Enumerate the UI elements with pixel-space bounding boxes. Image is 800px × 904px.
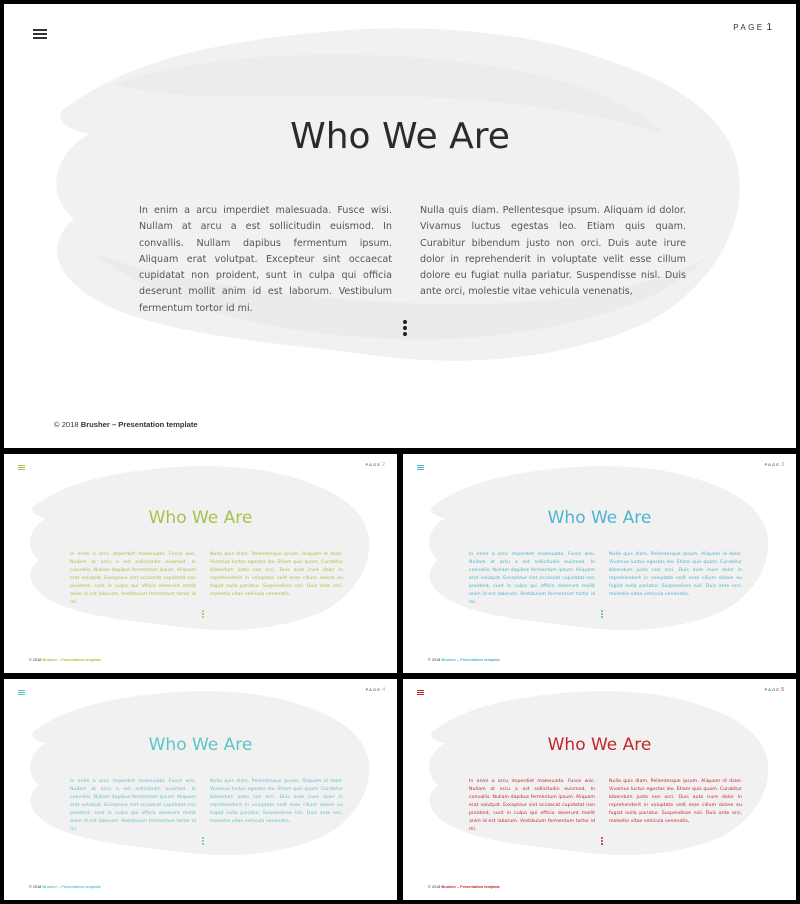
footer bbox=[54, 420, 198, 429]
page-word: PAGE bbox=[365, 687, 382, 692]
body-text-right: Nulla quis diam. Pellentesque ipsum. Aliquam id dolor. Vivamus luctus egestas leo. Etiam quis quam. Curabitur bibendum justo non orci. Duis aute irure dolor in reprehenderit in voluptate velit esse cillum dolore eu fugiat nulla pariatur. Suspendisse nisl. Duis ante orci, molestie vitae vehicula venenatis, bbox=[420, 205, 686, 298]
footer bbox=[428, 885, 500, 889]
slide-thumbnail-4[interactable] bbox=[4, 679, 397, 900]
slide-thumbnail-3[interactable] bbox=[403, 454, 796, 673]
slide-title: Who We Are bbox=[547, 508, 652, 528]
body-text-left: In enim a arcu imperdiet malesuada. Fusce wisi. Nullam at arcu a est sollicitudin euismod. In convallis. Nullam dapibus fermentum ipsum. Aliquam erat volutpat. Excepteur sint occaecat cupidatat non proident, sunt in culpa qui officia deserunt mollit anim id est laborum. Vestibulum fermentum tortor id mi. bbox=[70, 552, 196, 605]
page-indicator bbox=[366, 462, 385, 468]
footer-year: © 2018 bbox=[29, 658, 42, 662]
page-indicator bbox=[733, 22, 772, 33]
hamburger-menu-icon[interactable] bbox=[18, 465, 25, 470]
hamburger-menu-icon[interactable] bbox=[33, 29, 47, 39]
footer-year: © 2018 bbox=[54, 420, 79, 429]
slide-title: Who We Are bbox=[290, 116, 510, 157]
hamburger-menu-icon[interactable] bbox=[417, 690, 424, 695]
page-word: PAGE bbox=[733, 23, 765, 32]
page-indicator bbox=[366, 687, 385, 693]
body-text-right: Nulla quis diam. Pellentesque ipsum. Aliquam id dolor. Vivamus luctus egestas leo. Etiam quis quam. Curabitur bibendum justo non orci. Duis aute irure dolor in reprehenderit in voluptate velit esse cillum dolore eu fugiat nulla pariatur. Suspendisse nisl. Duis ante orci, molestie vitae vehicula venenatis, bbox=[609, 552, 742, 597]
page-number: 2 bbox=[382, 462, 385, 468]
footer-brand: Brusher – Presentation template bbox=[80, 420, 198, 429]
more-options-icon[interactable] bbox=[202, 837, 204, 845]
page-word: PAGE bbox=[764, 462, 781, 467]
body-text-left: In enim a arcu imperdiet malesuada. Fusce wisi. Nullam at arcu a est sollicitudin euismod. In convallis. Nullam dapibus fermentum ipsum. Aliquam erat volutpat. Excepteur sint occaecat cupidatat non proident, sunt in culpa qui officia deserunt mollit anim id est laborum. Vestibulum fermentum tortor id mi. bbox=[469, 779, 595, 832]
footer bbox=[428, 658, 500, 662]
slide-thumbnail-2[interactable] bbox=[4, 454, 397, 673]
footer bbox=[29, 658, 101, 662]
more-options-icon[interactable] bbox=[403, 320, 407, 336]
body-text-left: In enim a arcu imperdiet malesuada. Fusce wisi. Nullam at arcu a est sollicitudin euismod. In convallis. Nullam dapibus fermentum ipsum. Aliquam erat volutpat. Excepteur sint occaecat cupidatat non proident, sunt in culpa qui officia deserunt mollit anim id est laborum. Vestibulum fermentum tortor id mi. bbox=[139, 205, 392, 314]
footer-year: © 2018 bbox=[428, 658, 441, 662]
page-word: PAGE bbox=[365, 462, 382, 467]
slide-title: Who We Are bbox=[148, 508, 253, 528]
body-text-left: In enim a arcu imperdiet malesuada. Fusce wisi. Nullam at arcu a est sollicitudin euismod. In convallis. Nullam dapibus fermentum ipsum. Aliquam erat volutpat. Excepteur sint occaecat cupidatat non proident, sunt in culpa qui officia deserunt mollit anim id est laborum. Vestibulum fermentum tortor id mi. bbox=[70, 779, 196, 832]
footer-brand: Brusher – Presentation template bbox=[441, 658, 500, 662]
page-indicator bbox=[765, 462, 784, 468]
body-text-right: Nulla quis diam. Pellentesque ipsum. Aliquam id dolor. Vivamus luctus egestas leo. Etiam quis quam. Curabitur bibendum justo non orci. Duis aute irure dolor in reprehenderit in voluptate velit esse cillum dolore eu fugiat nulla pariatur. Suspendisse nisl. Duis ante orci, molestie vitae vehicula venenatis, bbox=[210, 552, 343, 597]
body-text-right: Nulla quis diam. Pellentesque ipsum. Aliquam id dolor. Vivamus luctus egestas leo. Etiam quis quam. Curabitur bibendum justo non orci. Duis aute irure dolor in reprehenderit in voluptate velit esse cillum dolore eu fugiat nulla pariatur. Suspendisse nisl. Duis ante orci, molestie vitae vehicula venenatis, bbox=[609, 779, 742, 824]
page-number: 4 bbox=[382, 687, 385, 693]
footer-year: © 2018 bbox=[29, 885, 42, 889]
hamburger-menu-icon[interactable] bbox=[417, 465, 424, 470]
page-number: 3 bbox=[781, 462, 784, 468]
body-text-left: In enim a arcu imperdiet malesuada. Fusce wisi. Nullam at arcu a est sollicitudin euismod. In convallis. Nullam dapibus fermentum ipsum. Aliquam erat volutpat. Excepteur sint occaecat cupidatat non proident, sunt in culpa qui officia deserunt mollit anim id est laborum. Vestibulum fermentum tortor id mi. bbox=[469, 552, 595, 605]
footer-year: © 2018 bbox=[428, 885, 441, 889]
footer bbox=[29, 885, 101, 889]
more-options-icon[interactable] bbox=[601, 610, 603, 618]
page-number: 1 bbox=[766, 22, 772, 33]
slide-thumbnail-5[interactable] bbox=[403, 679, 796, 900]
page-number: 5 bbox=[781, 687, 784, 693]
footer-brand: Brusher – Presentation template bbox=[42, 658, 101, 662]
slide-main[interactable] bbox=[4, 4, 796, 448]
footer-brand: Brusher – Presentation template bbox=[441, 885, 500, 889]
slide-title: Who We Are bbox=[148, 735, 253, 755]
page-indicator bbox=[765, 687, 784, 693]
more-options-icon[interactable] bbox=[601, 837, 603, 845]
hamburger-menu-icon[interactable] bbox=[18, 690, 25, 695]
more-options-icon[interactable] bbox=[202, 610, 204, 618]
page-word: PAGE bbox=[764, 687, 781, 692]
footer-brand: Brusher – Presentation template bbox=[42, 885, 101, 889]
slide-title: Who We Are bbox=[547, 735, 652, 755]
body-text-right: Nulla quis diam. Pellentesque ipsum. Aliquam id dolor. Vivamus luctus egestas leo. Etiam quis quam. Curabitur bibendum justo non orci. Duis aute irure dolor in reprehenderit in voluptate velit esse cillum dolore eu fugiat nulla pariatur. Suspendisse nisl. Duis ante orci, molestie vitae vehicula venenatis, bbox=[210, 779, 343, 824]
